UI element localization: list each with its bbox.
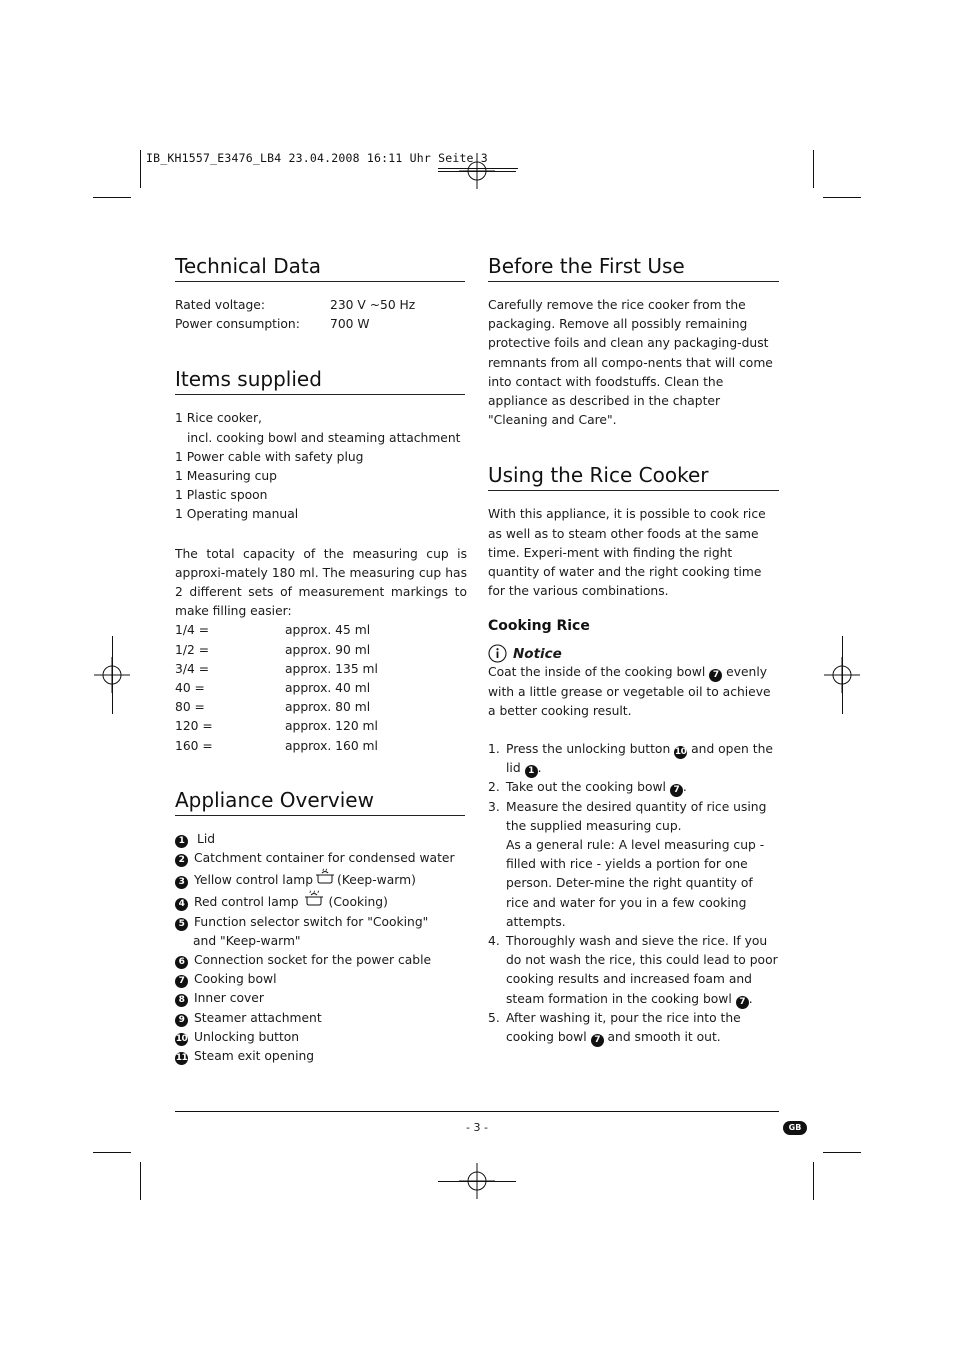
list-item: [175, 989, 465, 1008]
overview-continuation: and "Keep-warm": [193, 933, 301, 948]
list-item: incl. cooking bowl and steaming attachment: [187, 430, 461, 445]
number-badge-icon: 7: [591, 1034, 604, 1047]
crop-mark: [813, 1162, 814, 1200]
crop-mark: [438, 1181, 516, 1182]
footer-rule: [175, 1111, 779, 1112]
overview-label: Lid: [197, 831, 216, 846]
crop-mark: [823, 1152, 861, 1153]
items-supplied-heading: Items supplied: [175, 367, 465, 395]
overview-label: Yellow control lamp: [194, 873, 314, 888]
crop-mark: [93, 197, 131, 198]
step-number: 3.: [488, 799, 500, 814]
before-first-use-heading: Before the First Use: [488, 254, 779, 282]
marking-label: 40 =: [175, 681, 205, 696]
number-badge-icon: 7: [670, 784, 683, 797]
marking-value: approx. 40 ml: [285, 681, 371, 696]
tech-row: [175, 315, 465, 334]
marking-label: 160 =: [175, 738, 213, 753]
technical-data-table: [175, 296, 465, 334]
overview-label: Catchment container for condensed water: [194, 851, 455, 866]
crop-mark: [140, 150, 141, 188]
step-text: After washing it, pour the rice into the cooking bowl: [506, 1010, 741, 1045]
list-item: 1 Power cable with safety plug: [175, 449, 364, 464]
overview-label: Unlocking button: [194, 1029, 300, 1044]
number-badge-icon: 9: [175, 1014, 188, 1027]
notice-text-part: Coat the inside of the cooking bowl: [488, 665, 706, 680]
tech-label: Power consumption:: [175, 317, 300, 332]
marking-value: approx. 160 ml: [285, 738, 378, 753]
list-item: [175, 913, 465, 932]
list-item: 1 Rice cooker,: [175, 411, 262, 426]
marking-label: 1/2 =: [175, 642, 210, 657]
step-text: As a general rule: A level measuring cup - filled with rice - yields a portion for one person. Deter-mine the right quantity of rice and water for you in a few cooking attempts.: [506, 838, 765, 929]
tech-row: [175, 296, 465, 315]
marking-row: [175, 717, 465, 736]
tech-label: Rated voltage:: [175, 298, 265, 312]
number-badge-icon: 6: [175, 956, 188, 969]
print-header: IB_KH1557_E3476_LB4 23.04.2008 16:11 Uhr Seite 3: [146, 151, 488, 165]
list-item: [175, 970, 465, 989]
marking-label: 120 =: [175, 719, 213, 734]
overview-suffix: (Cooking): [328, 895, 388, 910]
tech-value: 700 W: [330, 317, 370, 332]
marking-row: [175, 660, 465, 679]
number-badge-icon: 7: [709, 669, 722, 682]
step-text: and smooth it out.: [607, 1030, 721, 1045]
marking-label: 3/4 =: [175, 661, 210, 676]
marking-value: approx. 80 ml: [285, 700, 371, 715]
marking-row: [175, 698, 465, 717]
crop-mark: [140, 1162, 141, 1200]
step-text: Take out the cooking bowl: [506, 780, 666, 795]
step-number: 5.: [488, 1010, 500, 1025]
list-item: [175, 849, 465, 868]
crop-mark: [93, 1152, 131, 1153]
tech-value: 230 V ~50 Hz: [330, 298, 416, 312]
notice-label: Notice: [513, 645, 562, 662]
language-badge: GB: [783, 1121, 807, 1135]
number-badge-icon: 1: [525, 765, 538, 778]
capacity-text: The total capacity of the measuring cup is approxi-mately 180 ml. The measuring cup has 2 different sets of measurement markings to make filling easier:: [175, 546, 467, 619]
list-item: [488, 798, 779, 932]
number-badge-icon: 4: [175, 898, 188, 911]
crop-mark: [823, 197, 861, 198]
step-text: and open the lid: [506, 742, 773, 776]
info-icon: [488, 644, 507, 663]
list-item: [175, 1047, 465, 1066]
items-list: [175, 409, 465, 524]
overview-label: Steam exit opening: [194, 1049, 315, 1064]
overview-label: Function selector switch for "Cooking": [194, 914, 429, 929]
overview-list: [175, 830, 465, 1066]
step-number: 2.: [488, 780, 500, 795]
appliance-overview-heading: Appliance Overview: [175, 788, 465, 816]
number-badge-icon: 2: [175, 854, 188, 867]
number-badge-icon: 7: [736, 996, 749, 1009]
marking-row: [175, 737, 465, 756]
left-column: [175, 254, 465, 1066]
step-text: Thoroughly wash and sieve the rice. If you do not wash the rice, this could lead to poor cooking results and increased foam and steam formation in the cooking bowl: [506, 934, 778, 1006]
right-column: [488, 254, 779, 1047]
using-intro-text: With this appliance, it is possible to cook rice as well as to steam other foods at the same time. Experi-ment with finding the right quantity of water and the right cooking time for the various combinations.: [488, 507, 766, 599]
overview-label: Inner cover: [194, 991, 264, 1006]
number-badge-icon: 7: [175, 975, 188, 988]
step-text: Press the unlocking button: [506, 742, 671, 757]
list-item: [488, 1009, 779, 1047]
overview-label: Cooking bowl: [194, 972, 277, 987]
steps-list: [488, 740, 779, 1047]
step-number: 1.: [488, 742, 500, 757]
marking-value: approx. 120 ml: [285, 719, 378, 734]
list-item: 1 Operating manual: [175, 507, 299, 522]
notice-text-part: evenly with a little grease or vegetable oil to achieve a better cooking result.: [488, 665, 771, 718]
using-heading: Using the Rice Cooker: [488, 463, 779, 491]
marking-row: [175, 641, 465, 660]
step-number: 4.: [488, 934, 500, 949]
crop-mark: [112, 636, 113, 714]
list-item: [175, 830, 465, 849]
keep-warm-pot-icon: [315, 868, 335, 884]
list-item: 1. Press the unlocking button 10 and open the lid 1 .: [488, 740, 779, 778]
number-badge-icon: 1: [175, 835, 188, 848]
number-badge-icon: 5: [175, 918, 188, 931]
overview-label: Red control lamp: [194, 895, 299, 910]
cooking-pot-icon: [301, 890, 327, 906]
overview-suffix: (Keep-warm): [337, 873, 416, 888]
step-text: Measure the desired quantity of rice using the supplied measuring cup.: [506, 799, 767, 833]
crop-mark: [438, 171, 516, 172]
list-item: 4. Thoroughly wash and sieve the rice. If you do not wash the rice, this could lead to poor cooking results and increased foam and steam formation in the cooking bowl 7 .: [488, 932, 779, 1009]
marking-row: [175, 621, 465, 640]
marking-label: 80 =: [175, 700, 205, 715]
list-item: [175, 868, 465, 890]
number-badge-icon: 10: [674, 747, 687, 758]
list-item: 1 Plastic spoon: [175, 488, 268, 503]
number-badge-icon: 11: [175, 1053, 188, 1064]
notice-text: [488, 663, 779, 721]
overview-label: Steamer attachment: [194, 1010, 322, 1025]
list-item: 1 Measuring cup: [175, 469, 277, 484]
cooking-rice-heading: Cooking Rice: [488, 618, 590, 635]
crop-mark: [813, 150, 814, 188]
marking-label: 1/4 =: [175, 623, 210, 638]
notice-header: [488, 644, 779, 663]
list-item: 2. Take out the cooking bowl 7 .: [488, 778, 779, 797]
marking-value: approx. 90 ml: [285, 642, 371, 657]
number-badge-icon: 8: [175, 994, 188, 1007]
markings-table: [175, 621, 465, 755]
technical-data-heading: Technical Data: [175, 254, 465, 282]
number-badge-icon: 3: [175, 876, 188, 889]
list-item: [175, 951, 465, 970]
overview-label: Connection socket for the power cable: [194, 953, 432, 968]
list-item: [175, 1009, 465, 1028]
crop-mark: [842, 636, 843, 714]
marking-value: approx. 135 ml: [285, 661, 378, 676]
list-item: [175, 1028, 465, 1047]
before-first-use-text: Carefully remove the rice cooker from the packaging. Remove all possibly remaining protective foils and clean any packaging-dust remnants from all compo-nents that will come into contact with foodstuffs. Clean the appliance as described in the chapter "Cleaning and Care".: [488, 298, 773, 428]
marking-row: [175, 679, 465, 698]
number-badge-icon: 10: [175, 1033, 188, 1044]
list-item: [175, 890, 465, 912]
marking-value: approx. 45 ml: [285, 623, 371, 638]
page-number: - 3 -: [466, 1121, 488, 1134]
